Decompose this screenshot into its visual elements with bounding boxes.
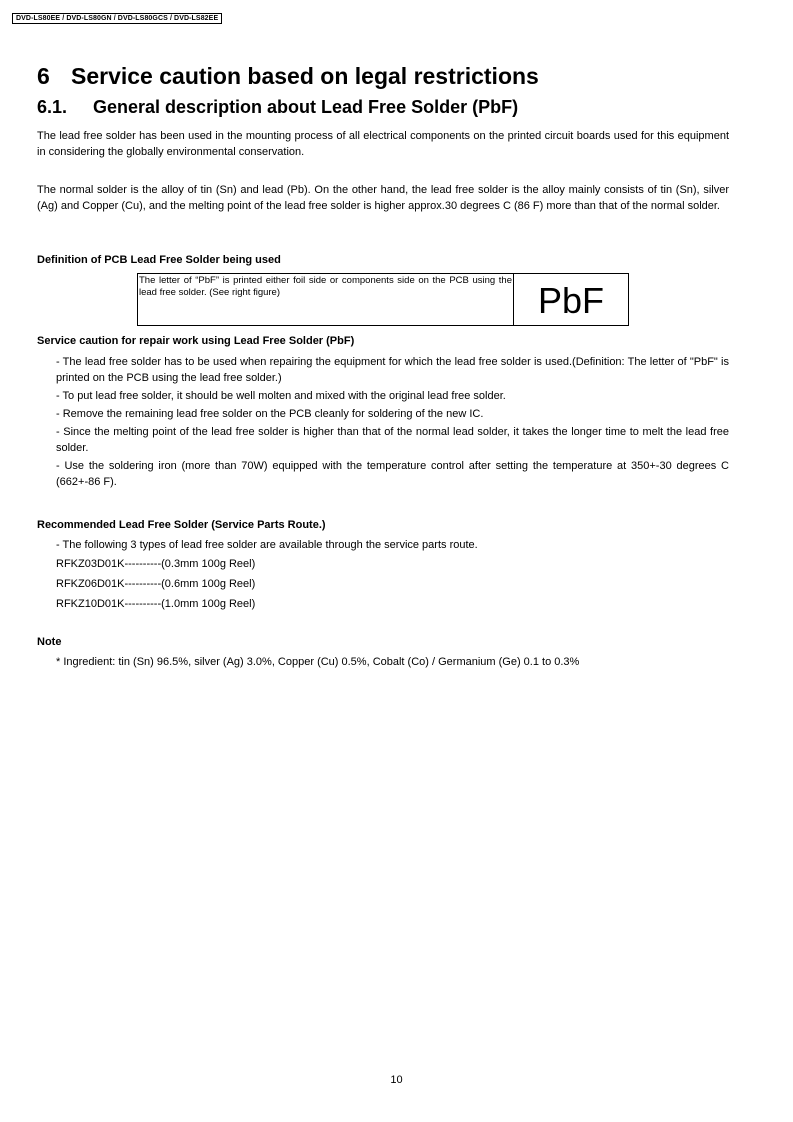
part-code: RFKZ10D01K — [56, 598, 125, 610]
part-line — [56, 596, 255, 612]
caution-item: - Since the melting point of the lead free solder is higher than that of the normal lead solder, it takes the longer time to melt the lead free solder. — [56, 426, 729, 454]
section-heading — [37, 63, 539, 90]
part-code: RFKZ06D01K — [56, 578, 125, 590]
part-line — [56, 556, 255, 572]
part-dashes: ---------- — [124, 598, 162, 610]
caution-item: - The lead free solder has to be used when repairing the equipment for which the lead free solder is used.(Definition: The letter of "PbF" is printed on the PCB using the lead free solder.) — [56, 356, 729, 384]
part-spec: (0.6mm 100g Reel) — [161, 578, 256, 590]
part-line — [56, 576, 255, 592]
intro-paragraph-1: The lead free solder has been used in the mounting process of all electrical components on the printed circuit boards used for this equipment in considering the globally environmental conservation. — [37, 130, 729, 158]
subsection-number: 6.1. — [37, 97, 68, 117]
intro-paragraph-2: The normal solder is the alloy of tin (Sn) and lead (Pb). On the other hand, the lead free solder is the alloy mainly consists of tin (Sn), silver (Ag) and Copper (Cu), and the melting point of the lead free solder is higher approx.30 degrees C (86 F) more than that of the normal solder. — [37, 184, 729, 212]
caution-item: - Remove the remaining lead free solder on the PCB cleanly for soldering of the new IC. — [56, 408, 484, 420]
recommended-intro: - The following 3 types of lead free solder are available through the service parts route. — [56, 539, 478, 551]
section-number: 6 — [37, 63, 50, 89]
pbf-definition-box — [137, 273, 629, 326]
part-code: RFKZ03D01K — [56, 558, 125, 570]
caution-list — [56, 354, 729, 492]
part-dashes: ---------- — [124, 558, 162, 570]
caution-heading: Service caution for repair work using Lead Free Solder (PbF) — [37, 335, 355, 347]
note-text: * Ingredient: tin (Sn) 96.5%, silver (Ag) 3.0%, Copper (Cu) 0.5%, Cobalt (Co) / Germanium (Ge) 0.1 to 0.3% — [56, 656, 580, 668]
subsection-heading — [37, 97, 518, 118]
part-dashes: ---------- — [124, 578, 162, 590]
subsection-title: General description about Lead Free Solder (PbF) — [93, 97, 519, 117]
caution-item: - To put lead free solder, it should be well molten and mixed with the original lead free solder. — [56, 390, 506, 402]
page-number: 10 — [390, 1074, 403, 1086]
pbf-mark: PbF — [537, 279, 605, 321]
caution-item: - Use the soldering iron (more than 70W) equipped with the temperature control after setting the temperature at 350+-30 degrees C (662+-86 F). — [56, 460, 729, 488]
part-spec: (1.0mm 100g Reel) — [161, 598, 256, 610]
section-title: Service caution based on legal restrictions — [71, 63, 539, 89]
recommended-heading: Recommended Lead Free Solder (Service Parts Route.) — [37, 519, 326, 531]
definition-heading: Definition of PCB Lead Free Solder being used — [37, 254, 281, 266]
model-header: DVD-LS80EE / DVD-LS80GN / DVD-LS80GCS / DVD-LS82EE — [12, 13, 222, 24]
pbf-definition-text: The letter of “PbF” is printed either foil side or components side on the PCB using the lead free solder. (See right figure) — [138, 274, 514, 325]
part-spec: (0.3mm 100g Reel) — [161, 558, 256, 570]
note-heading: Note — [37, 636, 62, 648]
